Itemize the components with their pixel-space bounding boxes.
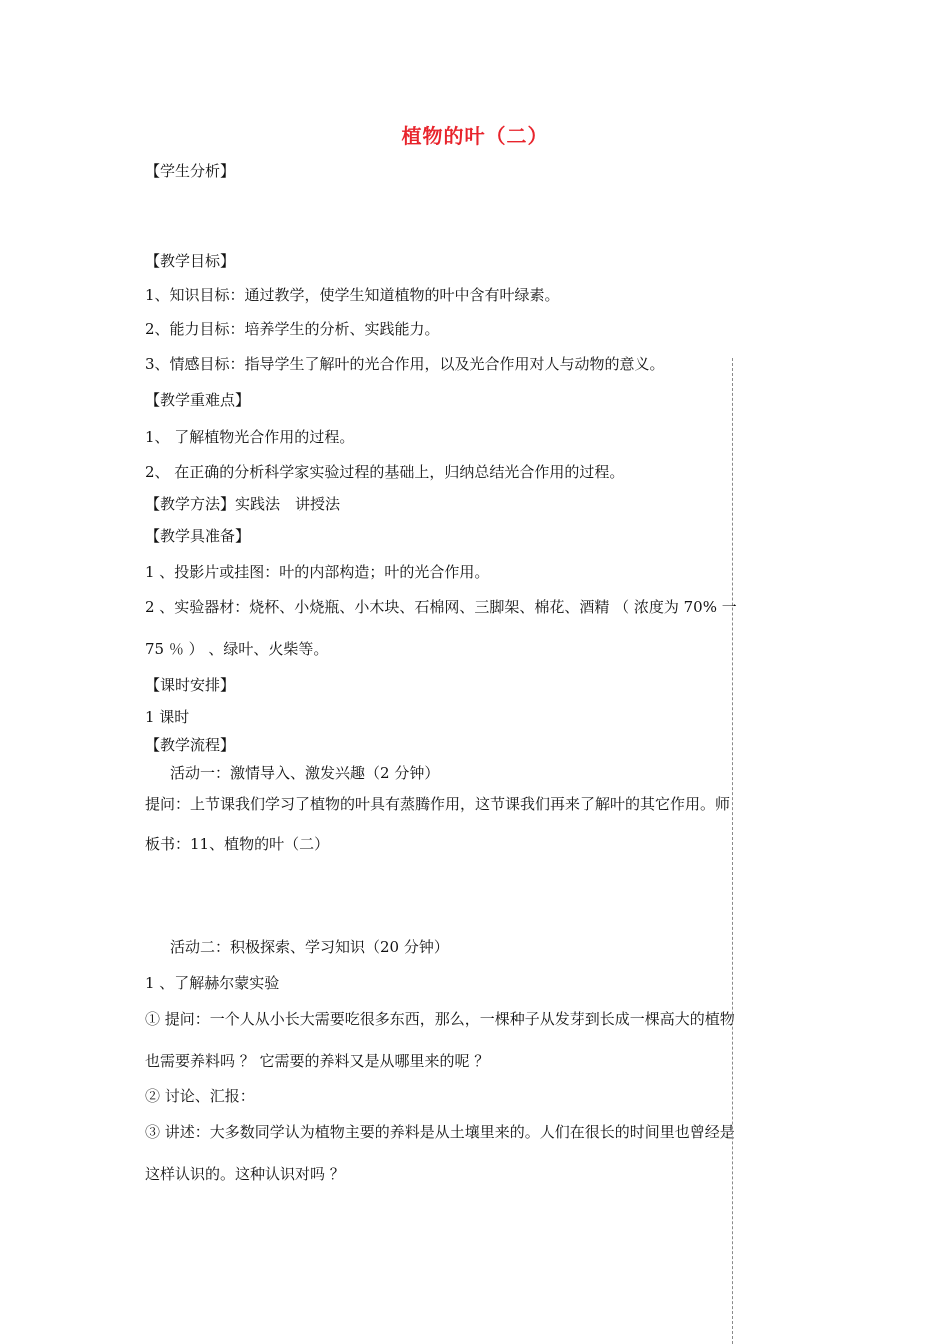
activity-2-explanation-line-1: ③ 讲述：大多数同学认为植物主要的养料是从土壤里来的。人们在很长的时间里也曾经是 (145, 1123, 735, 1141)
schedule-value: 1 课时 (145, 708, 190, 726)
activity-2-heading: 活动二：积极探索、学习知识（20 分钟） (170, 938, 449, 956)
key-point-2: 2、 在正确的分析科学家实验过程的基础上，归纳总结光合作用的过程。 (145, 463, 625, 481)
activity-1-heading: 活动一：激情导入、激发兴趣（2 分钟） (170, 764, 440, 782)
section-heading-student-analysis: 【学生分析】 (145, 162, 236, 180)
section-heading-materials: 【教学具准备】 (145, 527, 251, 545)
section-heading-process: 【教学流程】 (145, 736, 236, 754)
material-item-2-line-1: 2 、实验器材：烧杯、小烧瓶、小木块、石棉网、三脚架、棉花、酒精 （ 浓度为 70% 一 (145, 598, 737, 616)
activity-2-question-line-2: 也需要养料吗 ？ 它需要的养料又是从哪里来的呢 ？ (145, 1052, 490, 1070)
section-heading-schedule: 【课时安排】 (145, 676, 236, 694)
goal-ability: 2、能力目标：培养学生的分析、实践能力。 (145, 320, 440, 338)
activity-2-step-1: 1 、了解赫尔蒙实验 (145, 974, 280, 992)
activity-1-board: 板书：11、植物的叶（二） (145, 835, 330, 853)
goal-emotion: 3、情感目标：指导学生了解叶的光合作用，以及光合作用对人与动物的意义。 (145, 355, 665, 373)
activity-2-question-line-1: ① 提问：一个人从小长大需要吃很多东西，那么，一棵种子从发芽到长成一棵高大的植物 (145, 1010, 735, 1028)
activity-2-explanation-line-2: 这样认识的。这种认识对吗 ？ (145, 1165, 345, 1183)
material-item-1: 1 、投影片或挂图：叶的内部构造；叶的光合作用。 (145, 563, 490, 581)
key-point-1: 1、 了解植物光合作用的过程。 (145, 428, 355, 446)
document-title: 植物的叶（二） (401, 124, 549, 148)
section-methods: 【教学方法】实践法 讲授法 (145, 495, 341, 513)
activity-1-question: 提问：上节课我们学习了植物的叶具有蒸腾作用，这节课我们再来了解叶的其它作用。师 (145, 795, 731, 813)
section-heading-key-points: 【教学重难点】 (145, 391, 251, 409)
material-item-2-line-2: 75 ％ ） 、绿叶、火柴等。 (145, 640, 329, 658)
goal-knowledge: 1、知识目标：通过教学，使学生知道植物的叶中含有叶绿素。 (145, 286, 560, 304)
section-heading-teaching-goals: 【教学目标】 (145, 252, 236, 270)
binding-dashed-line (732, 358, 733, 1344)
activity-2-discussion: ② 讨论、汇报： (145, 1087, 255, 1105)
